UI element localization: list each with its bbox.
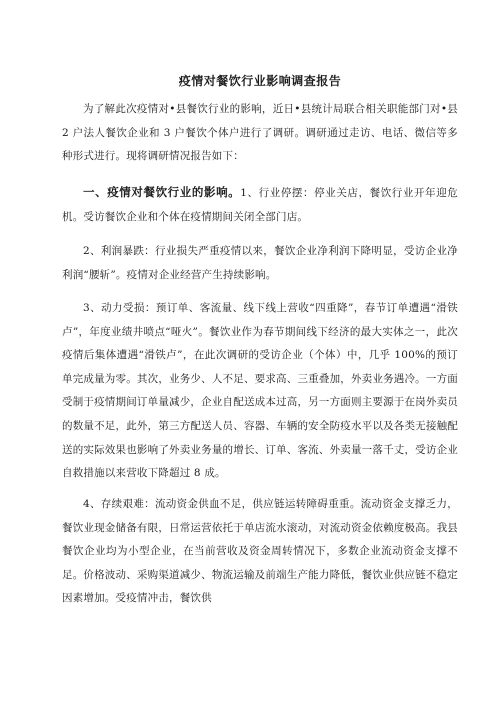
section2-paragraph: 2、利润暴跌：行业损失严重疫情以来，餐饮企业净利润下降明显，受访企业净利润“腰斩”。疫情对企业经营产生持续影响。 <box>62 245 458 281</box>
report-title: 疫情对餐饮行业影响调查报告 <box>178 74 342 88</box>
intro-paragraph: 为了解此次疫情对•县餐饮行业的影响，近日•县统计局联合相关职能部门对•县 2 户法人餐饮企业和 3 户餐饮个体户进行了调研。调研通过走访、电话、微信等多种形式进行。现将调研情况报告如下： <box>62 103 458 163</box>
section1-paragraph <box>62 181 458 229</box>
section1-text: 1、行业停摆：停业关店，餐饮行业开年迎危机。受访餐饮企业和个体在疫情期间关闭全部门店。 <box>62 187 458 223</box>
section3-paragraph: 3、动力受损：预订单、客流量、线下线上营收“四重降”，春节订单遭遇“滑铁卢”，年度业绩井喷点“哑火”。餐饮业作为春节期间线下经济的最大实体之一，此次疫情后集体遭遇“滑铁卢”，在此次调研的受访企业（个体）中，几乎 100%的预订单完成量为零。其次，业务少、人不足、要求高、三重叠加，外卖业务遇冷。一方面受制于疫情期间订单量减少，企业自配送成本过高，另一方面则主要源于在岗外卖员的数量不足，此外，第三方配送人员、容器、车辆的安全防疫水平以及各类无接触配送的实际效果也影响了外卖业务量的增长、订单、客流、外卖量一落千丈，受访企业自救措施以来营收下降超过 8 成。 <box>62 302 458 480</box>
section4-paragraph: 4、存续艰难：流动资金供血不足，供应链运转障碍重重。流动资金支撑乏力，餐饮业现金储备有限，日常运营依托于单店流水滚动，对流动资金依赖度极高。我县餐饮企业均为小型企业，在当前营收及资金周转情况下，多数企业流动资金支撑不足。价格波动、采购渠道减少、物流运输及前端生产能力降低，餐饮业供应链不稳定因素增加。受疫情冲击，餐饮供 <box>62 498 458 605</box>
section1-heading: 一、疫情对餐饮行业的影响。 <box>83 185 241 199</box>
